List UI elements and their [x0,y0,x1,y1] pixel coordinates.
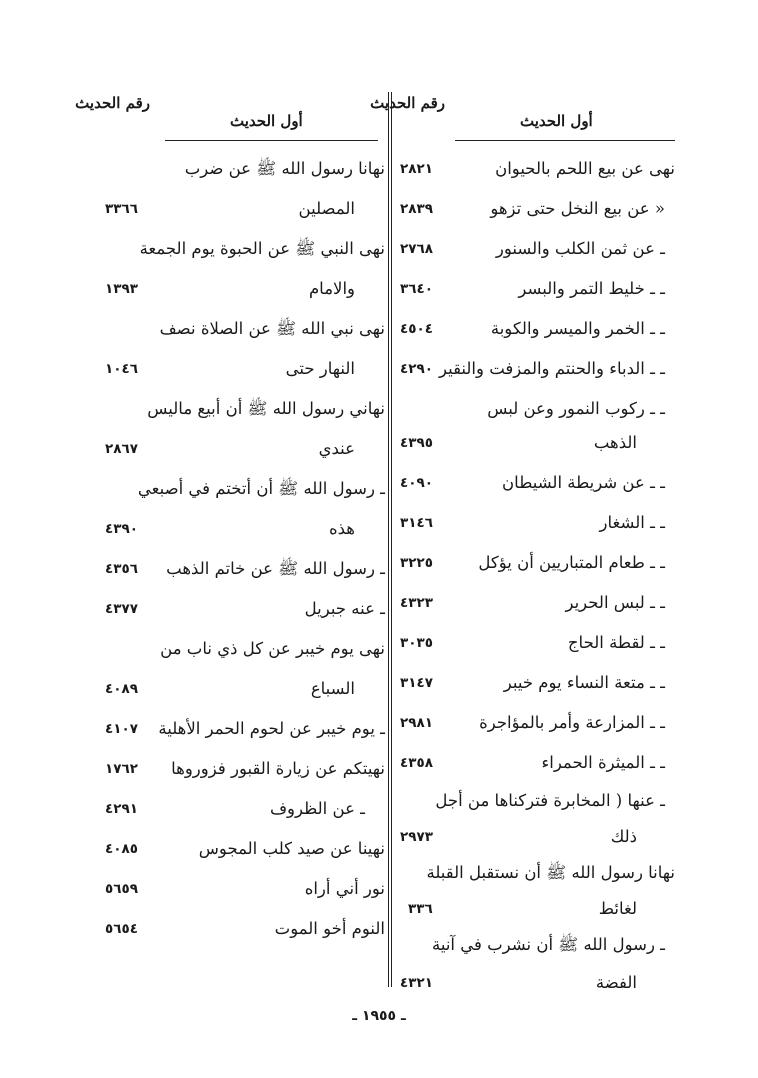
left-header-rule [165,140,378,141]
right-header-title: أول الحديث [520,112,593,130]
hadith-opening: ـ ـ خليط التمر والبسر [518,279,665,298]
list-item [400,314,675,344]
hadith-number: ١٧٦٢ [105,761,138,777]
list-item [400,894,675,924]
hadith-number: ٣٢٢٥ [400,555,433,571]
hadith-number: ٤١٠٧ [105,721,138,737]
hadith-number: ٥٦٥٤ [105,921,138,937]
list-item [105,234,385,264]
hadith-number: ٣٠٣٥ [400,635,433,651]
list-item [105,914,385,944]
list-item [400,394,675,424]
hadith-number: ١٠٤٦ [105,361,138,377]
list-item [105,274,385,304]
list-item [400,234,675,264]
hadith-opening: نهى عن بيع اللحم بالحيوان [495,159,675,178]
hadith-opening: ـ ـ المزارعة وأمر بالمؤاجرة [479,713,665,732]
list-item [105,314,385,344]
list-item [105,554,385,584]
list-item [400,194,675,224]
hadith-opening: السباع [310,679,355,698]
hadith-opening: والامام [308,279,355,298]
hadith-number: ٣١٤٦ [400,515,433,531]
hadith-opening: لغائط [598,899,637,918]
hadith-opening: المصلين [298,199,355,218]
hadith-opening: ـ ـ طعام المتباريين أن يؤكل [478,553,665,572]
list-item [105,714,385,744]
left-header-number: رقم الحديث [75,94,150,112]
list-item [400,668,675,698]
hadith-number: ٢٨٦٧ [105,441,138,457]
list-item [400,508,675,538]
hadith-opening: ـ ـ لقطة الحاج [567,633,665,652]
hadith-opening: نهى يوم خيبر عن كل ذي ناب من [160,639,385,658]
hadith-opening: نهى النبي ﷺ عن الحبوة يوم الجمعة [139,239,385,258]
list-item [400,786,675,816]
right-header-rule [455,140,675,141]
list-item [400,968,675,998]
right-header-number: رقم الحديث [370,94,445,112]
hadith-number: ٤٢٩٠ [400,361,433,377]
list-item [400,628,675,658]
list-item [105,834,385,864]
hadith-number: ٤٣٩٥ [400,435,433,451]
hadith-opening: نهاني رسول الله ﷺ أن أبيع ماليس [147,399,385,418]
hadith-number: ٢٧٦٨ [400,241,433,257]
list-item [400,588,675,618]
hadith-opening: « عن بيع النخل حتى تزهو [490,199,665,218]
hadith-opening: ـ عن الظروف [269,799,365,818]
list-item [105,434,385,464]
hadith-number: ٤٣٩٠ [105,521,138,537]
list-item [105,594,385,624]
list-item [105,794,385,824]
hadith-number: ٤٠٨٥ [105,841,138,857]
hadith-number: ٤٣٢١ [400,975,433,991]
list-item [105,474,385,504]
hadith-number: ٢٩٨١ [400,715,433,731]
hadith-opening: النوم أخو الموت [274,919,385,938]
hadith-number: ٢٨٢١ [400,161,433,177]
left-header-title: أول الحديث [230,112,303,130]
hadith-opening: ـ عنها ( المخابرة فتركناها من أجل [435,791,665,810]
list-item [105,354,385,384]
hadith-number: ٥٦٥٩ [105,881,138,897]
hadith-number: ٣٣٦٦ [105,201,138,217]
list-item [105,514,385,544]
hadith-opening: ـ ـ متعة النساء يوم خيبر [503,673,665,692]
hadith-number: ٤٠٩٠ [400,475,433,491]
list-item [400,548,675,578]
list-item [400,428,675,458]
list-item [400,274,675,304]
hadith-opening: ـ رسول الله ﷺ عن خاتم الذهب [166,559,385,578]
hadith-opening: ـ عن ثمن الكلب والسنور [495,239,665,258]
hadith-number: ٤٣٧٧ [105,601,138,617]
list-item [400,748,675,778]
list-item [105,754,385,784]
hadith-number: ٣٣٦ [408,901,433,917]
hadith-opening: نور أني أراه [304,879,385,898]
hadith-number: ١٣٩٣ [105,281,138,297]
hadith-opening: ـ يوم خيبر عن لحوم الحمر الأهلية [158,719,385,738]
list-item [105,394,385,424]
list-item [400,858,675,888]
hadith-number: ٣١٤٧ [400,675,433,691]
hadith-opening: ـ ـ الشغار [599,513,665,532]
hadith-number: ٢٨٣٩ [400,201,433,217]
hadith-opening: ـ ـ لبس الحرير [565,593,665,612]
list-item [400,930,675,960]
column-divider [388,92,392,987]
hadith-opening: ـ ـ الدباء والحنتم والمزفت والنقير [438,359,665,378]
hadith-number: ٤٣٥٦ [105,561,138,577]
hadith-number: ٢٩٧٣ [400,829,433,845]
hadith-number: ٤٢٩١ [105,801,138,817]
list-item [105,674,385,704]
hadith-opening: ـ رسول الله ﷺ أن نشرب في آنية [432,935,665,954]
hadith-opening: نهيتكم عن زيارة القبور فزوروها [171,759,385,778]
list-item [105,194,385,224]
hadith-opening: نهانا رسول الله ﷺ عن ضرب [184,159,385,178]
hadith-number: ٤٣٥٨ [400,755,433,771]
hadith-opening: الذهب [593,433,637,452]
hadith-opening: ـ عنه جبريل [304,599,385,618]
hadith-opening: ـ ـ الخمر والميسر والكوبة [490,319,665,338]
hadith-opening: هذه [328,519,355,538]
list-item [105,874,385,904]
page-number: ـ ١٩٥٥ ـ [352,1008,406,1024]
hadith-opening: ـ ـ الميثرة الحمراء [541,753,665,772]
list-item [105,154,385,184]
hadith-opening: نهى نبي الله ﷺ عن الصلاة نصف [159,319,385,338]
hadith-opening: عندي [318,439,355,458]
hadith-number: ٤٠٨٩ [105,681,138,697]
hadith-opening: ـ ـ ركوب النمور وعن لبس [487,399,665,418]
hadith-opening: نهينا عن صيد كلب المجوس [198,839,385,858]
hadith-number: ٤٥٠٤ [400,321,433,337]
list-item [400,468,675,498]
list-item [400,822,675,852]
hadith-opening: ذلك [610,827,637,846]
hadith-opening: ـ رسول الله ﷺ أن أتختم في أصبعي [137,479,385,498]
hadith-opening: الفضة [595,973,637,992]
hadith-opening: ـ ـ عن شريطة الشيطان [502,473,665,492]
list-item [400,354,675,384]
hadith-opening: نهانا رسول الله ﷺ أن نستقبل القبلة [426,863,675,882]
hadith-number: ٣٦٤٠ [400,281,433,297]
list-item [105,634,385,664]
list-item [400,708,675,738]
hadith-opening: النهار حتى [285,359,355,378]
hadith-number: ٤٣٢٣ [400,595,433,611]
list-item [400,154,675,184]
